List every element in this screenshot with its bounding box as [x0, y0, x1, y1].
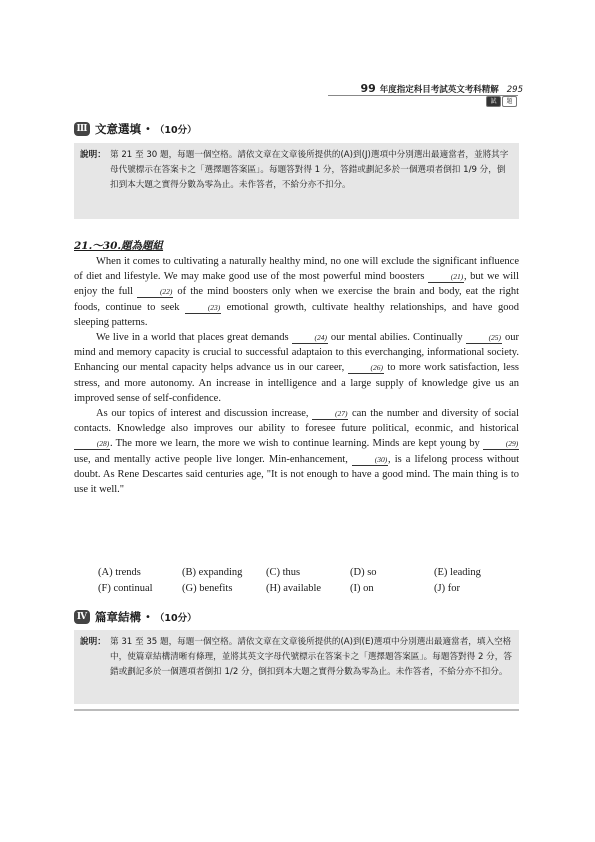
instructions-label: 說明： — [80, 637, 106, 647]
tab-exam: 試 — [486, 96, 501, 107]
passage-text: our mental abilies. Continually — [327, 332, 466, 344]
page-number: 295 — [506, 85, 523, 95]
tab-questions: 題 — [502, 96, 517, 107]
section-3-instructions — [74, 143, 519, 219]
option-f: (F) continual — [98, 583, 153, 594]
blank-25: (25) — [466, 333, 502, 344]
passage-text: our mind and memory capacity is crucial to successful adaptaion to this everchanging, informational society. Enhancing our mental capacity helps advance us in our career, — [74, 332, 519, 374]
section-3-heading — [74, 121, 197, 137]
option-c: (C) thus — [266, 567, 301, 578]
passage-text: When it comes to cultivating a naturally healthy mind, no one will exclude the significant influence of diet and lifestyle. We may make good use of the most powerful mind boosters — [74, 256, 519, 283]
section-4-dot: • — [145, 611, 151, 623]
section-3-dot: • — [145, 123, 151, 135]
options-row-1 — [98, 565, 518, 581]
paragraph-2 — [74, 330, 519, 406]
options-row-2 — [98, 581, 518, 597]
option-i: (I) on — [350, 583, 374, 594]
option-j: (J) for — [434, 583, 460, 594]
passage-text: We live in a world that places great demands — [96, 332, 292, 344]
section-3-score: （10分） — [154, 125, 197, 136]
passage-text: . The more we learn, the more we wish to continue learning. Minds are kept young by — [110, 438, 483, 450]
option-b: (B) expanding — [182, 567, 243, 578]
passage-text: can the number and diversity of social contacts. Knowledge also improves our ability to foresee future political, econmic, and historical — [74, 408, 519, 435]
section-4-instructions — [74, 630, 519, 704]
section-4-score: （10分） — [154, 613, 197, 624]
bottom-rule — [74, 709, 519, 711]
paragraph-3 — [74, 406, 519, 497]
header-title: 年度指定科目考試英文考科精解 — [379, 85, 499, 95]
blank-22: (22) — [137, 287, 173, 298]
passage-text: As our topics of interest and discussion increase, — [96, 408, 313, 420]
answer-options — [98, 565, 518, 597]
blank-29: (29) — [483, 439, 519, 450]
option-e: (E) leading — [434, 567, 481, 578]
paragraph-1 — [74, 254, 519, 330]
blank-27: (27) — [312, 409, 348, 420]
header-tabs — [486, 96, 517, 107]
option-g: (G) benefits — [182, 583, 233, 594]
option-a: (A) trends — [98, 567, 141, 578]
running-header — [328, 82, 523, 95]
option-d: (D) so — [350, 567, 377, 578]
section-4-roman-badge: Ⅳ — [74, 610, 90, 624]
passage — [74, 254, 519, 497]
passage-text: emotional growth, cultivate healthy relationships, and have good sleeping patterns. — [74, 301, 519, 328]
blank-21: (21) — [428, 272, 464, 283]
option-h: (H) available — [266, 583, 322, 594]
section-4-heading — [74, 609, 197, 625]
blank-28: (28) — [74, 439, 110, 450]
passage-text: , is a lifelong process without doubt. As Rene Descartes said centuries age, "It is not enough to have a good mind. The main thing is to use it well." — [74, 453, 519, 496]
passage-text: use, and mentally active people live longer. Min-enhancement, — [74, 453, 352, 465]
section-3-title: 文意選填 — [95, 122, 141, 136]
header-year: 99 — [360, 82, 376, 95]
passage-text: , but we will enjoy the full — [74, 271, 519, 298]
blank-24: (24) — [292, 333, 328, 344]
blank-23: (23) — [185, 303, 221, 314]
passage-text: of the mind boosters only when we exercise the brain and body, eat the right foods, continue to seek — [74, 286, 519, 313]
instructions-text: 第 31 至 35 題，每題一個空格。請依文章在文章後所提供的(A)到(E)選項中分別選出最適當者，填入空格中，使篇章結構清晰有條理，並將其英文字母代號標示在答案卡之「選擇題答案區」。每題答對得 2 分，答錯或劃記多於一個選項者倒扣 1/2 分，倒扣到本大題之實得分數為零為止。未作答者，不給分亦不扣分。 — [110, 637, 512, 677]
passage-text: to more work satisfaction, less stress, and more autonomy. An increase in intelligence and a large supply of knowledge give us an improved sense of self-confidence. — [74, 362, 520, 404]
section-3-roman-badge: Ⅲ — [74, 122, 90, 136]
instructions-text: 第 21 至 30 題，每題一個空格。請依文章在文章後所提供的(A)到(J)選項中分別選出最適當者，並將其字母代號標示在答案卡之「選擇題答案區」。每題答對得 1 分，答錯或劃記多於一個選項者倒扣 1/9 分，倒扣到本大題之實得分數為零為止。未作答者，不給分亦不扣分。 — [110, 150, 509, 190]
blank-26: (26) — [348, 363, 384, 374]
section-4-title: 篇章結構 — [95, 610, 141, 624]
blank-30: (30) — [352, 455, 388, 466]
group-title: 21.～30.題為題組 — [74, 240, 164, 252]
instructions-label: 說明： — [80, 150, 106, 160]
